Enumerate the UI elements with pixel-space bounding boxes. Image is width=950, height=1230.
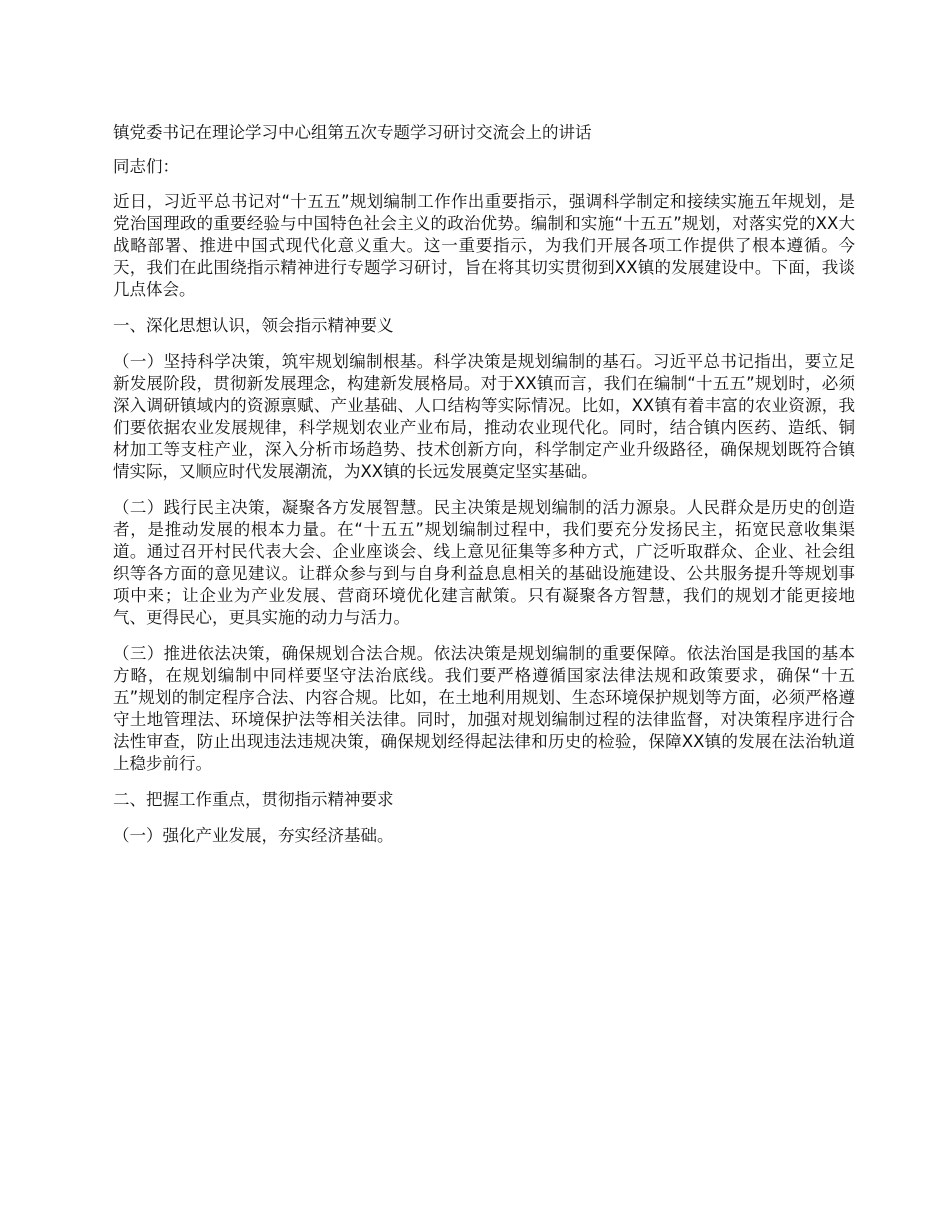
section-1-heading: 一、深化思想认识，领会指示精神要义 <box>113 316 394 335</box>
section-1-paragraph-2: （二）践行民主决策，凝聚各方发展智慧。民主决策是规划编制的活力源泉。人民群众是历史的创造者，是推动发展的根本力量。在“十五五”规划编制过程中，我们要充分发扬民主，拓宽民意收集渠道。通过召开村民代表大会、企业座谈会、线上意见征集等多种方式，广泛听取群众、企业、社会组织等各方面的意见建议。让群众参与到与自身利益息息相关的基础设施建设、公共服务提升等规划事项中来；让企业为产业发展、营商环境优化建言献策。只有凝聚各方智慧，我们的规划才能更接地气、更得民心，更具实施的动力与活力。 <box>113 498 855 627</box>
section-2-heading: 二、把握工作重点，贯彻指示精神要求 <box>113 790 394 809</box>
greeting: 同志们： <box>113 157 179 176</box>
intro-paragraph: 近日，习近平总书记对“十五五”规划编制工作作出重要指示，强调科学制定和接续实施五年规划，是党治国理政的重要经验与中国特色社会主义的政治优势。编制和实施“十五五”规划，对落实党的XX大战略部署、推进中国式现代化意义重大。这一重要指示，为我们开展各项工作提供了根本遵循。今天，我们在此围绕指示精神进行专题学习研讨，旨在将其切实贯彻到XX镇的发展建设中。下面，我谈几点体会。 <box>113 192 856 299</box>
document-title: 镇党委书记在理论学习中心组第五次专题学习研讨交流会上的讲话 <box>113 123 592 142</box>
section-2-paragraph-1: （一）强化产业发展，夯实经济基础。 <box>113 826 394 845</box>
section-1-paragraph-1: （一）坚持科学决策，筑牢规划编制根基。科学决策是规划编制的基石。习近平总书记指出，要立足新发展阶段，贯彻新发展理念，构建新发展格局。对于XX镇而言，我们在编制“十五五”规划时，必须深入调研镇域内的资源禀赋、产业基础、人口结构等实际情况。比如，XX镇有着丰富的农业资源，我们要依据农业发展规律，科学规划农业产业布局，推动农业现代化。同时，结合镇内医药、造纸、铜材加工等支柱产业，深入分析市场趋势、技术创新方向，科学制定产业升级路径，确保规划既符合镇情实际，又顺应时代发展潮流，为XX镇的长远发展奠定坚实基础。 <box>113 352 855 481</box>
document-page <box>113 122 855 861</box>
section-1-paragraph-3: （三）推进依法决策，确保规划合法合规。依法决策是规划编制的重要保障。依法治国是我国的基本方略，在规划编制中同样要坚守法治底线。我们要严格遵循国家法律法规和政策要求，确保“十五五”规划的制定程序合法、内容合规。比如，在土地利用规划、生态环境保护规划等方面，必须严格遵守土地管理法、环境保护法等相关法律。同时，加强对规划编制过程的法律监督，对决策程序进行合法性审查，防止出现违法违规决策，确保规划经得起法律和历史的检验，保障XX镇的发展在法治轨道上稳步前行。 <box>113 644 855 773</box>
